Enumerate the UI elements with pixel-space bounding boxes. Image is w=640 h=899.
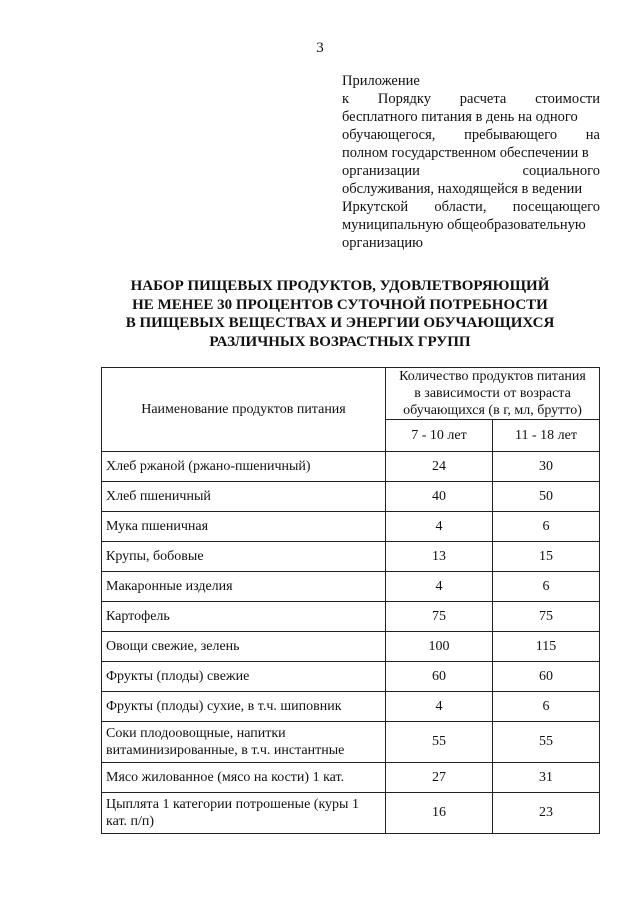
value-7-10: 13 (386, 542, 493, 572)
page-number: 3 (316, 40, 324, 56)
value-11-18: 31 (493, 763, 600, 793)
appendix-line: бесплатного питания в день на одного (342, 109, 578, 125)
header-age-7-10: 7 - 10 лет (386, 420, 493, 452)
value-7-10: 55 (386, 722, 493, 763)
header-quantity-line: обучающихся (в г, мл, брутто) (403, 403, 582, 418)
title-line: НАБОР ПИЩЕВЫХ ПРОДУКТОВ, УДОВЛЕТВОРЯЮЩИЙ (130, 278, 550, 294)
value-11-18: 75 (493, 602, 600, 632)
document-title (60, 277, 620, 351)
value-11-18: 115 (493, 632, 600, 662)
value-11-18: 55 (493, 722, 600, 763)
product-name: Фрукты (плоды) сухие, в т.ч. шиповник (102, 692, 386, 722)
appendix-line: организацию (342, 235, 423, 251)
appendix-line: организации социального (342, 163, 600, 179)
product-name: Макаронные изделия (102, 572, 386, 602)
product-name: Соки плодоовощные, напитки витаминизированные, в т.ч. инстантные (102, 722, 386, 763)
table-row (102, 482, 600, 512)
table-row (102, 763, 600, 793)
value-11-18: 6 (493, 692, 600, 722)
table-row (102, 722, 600, 763)
appendix-line: к Порядку расчета стоимости (342, 91, 600, 107)
appendix-line: полном государственном обеспечении в (342, 145, 589, 161)
appendix-line: обучающегося, пребывающего на (342, 127, 600, 143)
value-7-10: 27 (386, 763, 493, 793)
header-age-11-18: 11 - 18 лет (493, 420, 600, 452)
value-7-10: 16 (386, 793, 493, 834)
value-7-10: 60 (386, 662, 493, 692)
header-quantity-line: Количество продуктов питания (399, 369, 586, 384)
product-name: Мясо жилованное (мясо на кости) 1 кат. (102, 763, 386, 793)
table-row (102, 793, 600, 834)
value-11-18: 6 (493, 512, 600, 542)
title-line: НЕ МЕНЕЕ 30 ПРОЦЕНТОВ СУТОЧНОЙ ПОТРЕБНОСТИ (132, 296, 548, 313)
food-table (101, 367, 600, 834)
header-quantity-line: в зависимости от возраста (414, 386, 571, 401)
value-7-10: 4 (386, 692, 493, 722)
header-quantity (386, 368, 600, 420)
value-11-18: 30 (493, 452, 600, 482)
title-line: В ПИЩЕВЫХ ВЕЩЕСТВАХ И ЭНЕРГИИ ОБУЧАЮЩИХСЯ (125, 315, 555, 331)
header-product-name: Наименование продуктов питания (102, 368, 386, 452)
table-row (102, 632, 600, 662)
appendix-line: муниципальную общеобразовательную (342, 217, 586, 233)
table-row (102, 602, 600, 632)
value-7-10: 100 (386, 632, 493, 662)
product-name: Хлеб ржаной (ржано-пшеничный) (102, 452, 386, 482)
appendix-block (342, 72, 600, 252)
table-row (102, 692, 600, 722)
product-name: Мука пшеничная (102, 512, 386, 542)
value-7-10: 75 (386, 602, 493, 632)
value-7-10: 40 (386, 482, 493, 512)
table-row (102, 662, 600, 692)
value-7-10: 4 (386, 512, 493, 542)
value-11-18: 50 (493, 482, 600, 512)
table-row (102, 512, 600, 542)
title-line: РАЗЛИЧНЫХ ВОЗРАСТНЫХ ГРУПП (209, 333, 471, 350)
value-11-18: 6 (493, 572, 600, 602)
table-row (102, 572, 600, 602)
appendix-line: Иркутской области, посещающего (342, 199, 600, 215)
product-name: Фрукты (плоды) свежие (102, 662, 386, 692)
product-name: Цыплята 1 категории потрошеные (куры 1 кат. п/п) (102, 793, 386, 834)
value-7-10: 24 (386, 452, 493, 482)
product-name: Крупы, бобовые (102, 542, 386, 572)
value-7-10: 4 (386, 572, 493, 602)
product-name: Овощи свежие, зелень (102, 632, 386, 662)
product-name: Хлеб пшеничный (102, 482, 386, 512)
product-name: Картофель (102, 602, 386, 632)
appendix-line: Приложение (342, 73, 420, 89)
value-11-18: 60 (493, 662, 600, 692)
value-11-18: 23 (493, 793, 600, 834)
table-row (102, 452, 600, 482)
appendix-line: обслуживания, находящейся в ведении (342, 181, 583, 197)
table-row (102, 542, 600, 572)
value-11-18: 15 (493, 542, 600, 572)
